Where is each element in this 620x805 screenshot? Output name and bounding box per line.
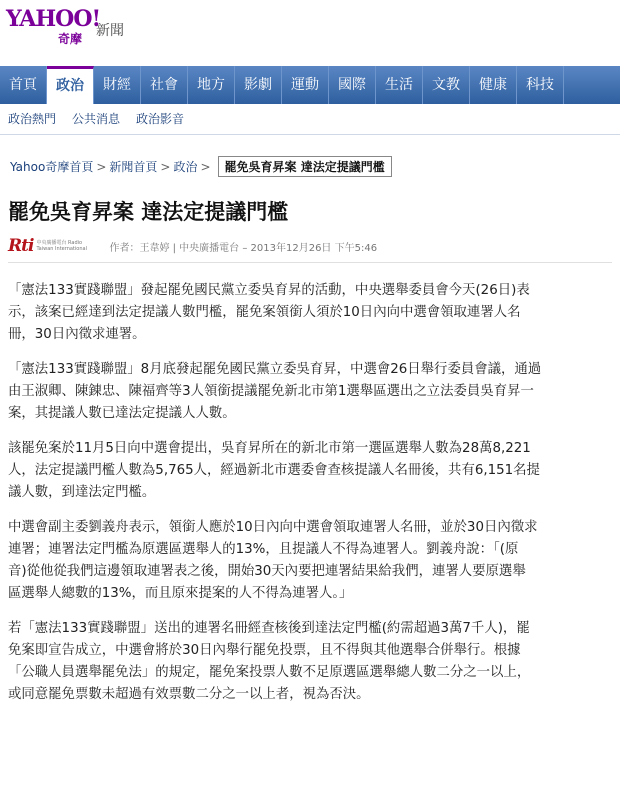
divider xyxy=(8,262,612,263)
breadcrumb-separator: > xyxy=(160,159,171,174)
nav-item-local[interactable]: 地方 xyxy=(188,66,235,104)
rti-logo xyxy=(8,236,96,256)
nav-item-international[interactable]: 國際 xyxy=(329,66,376,104)
nav-item-sports[interactable]: 運動 xyxy=(282,66,329,104)
article-paragraph: 該罷免案於11月5日向中選會提出，吳育昇所在的新北市第一選區選舉人數為28萬8,221 人，法定提議門檻人數為5,765人，經過新北市選委會查核提議人名冊後，共有6,151名提 議人數，到達法定門檻。 xyxy=(8,441,540,500)
nav-item-entertainment[interactable]: 影劇 xyxy=(235,66,282,104)
nav-item-home[interactable]: 首頁 xyxy=(0,66,47,104)
article-paragraph: 若「憲法133實踐聯盟」送出的連署名冊經查核後到達法定門檻(約需超過3萬7千人)，罷 免案即宣告成立，中選會將於30日內舉行罷免投票，且不得與其他選舉合併舉行。根據 「公職人員選舉罷免法」的規定，罷免案投票人數不足原選區選舉總人數二分之一以上， 或同意罷免票數未超過有效票數二分之一以上者，視為否決。 xyxy=(8,621,531,702)
subnav-item-public[interactable]: 公共消息 xyxy=(72,112,121,126)
source-row xyxy=(8,236,377,256)
yahoo-logo[interactable] xyxy=(6,6,101,46)
breadcrumb-separator: > xyxy=(200,159,211,174)
subnav-item-hot[interactable]: 政治熱門 xyxy=(8,112,57,126)
nav-item-culture[interactable]: 文教 xyxy=(423,66,470,104)
article-title: 罷免吳育昇案 達法定提議門檻 xyxy=(8,200,289,224)
breadcrumb-politics[interactable]: 政治 xyxy=(173,160,198,174)
rti-logo-text: 中央廣播電台 Radio Taiwan International xyxy=(36,240,87,252)
breadcrumb-current: 罷免吳育昇案 達法定提議門檻 xyxy=(218,156,392,177)
nav-item-politics[interactable]: 政治 xyxy=(47,66,94,104)
article-paragraph: 中選會副主委劉義舟表示，領銜人應於10日內向中選會領取連署人名冊，並於30日內徵求 連署；連署法定門檻為原選區選舉人的13%，且提議人不得為連署人。劉義舟說：「(原 音)從他從我們這邊領取連署表之後，開始30天內要把連署結果給我們，連署人要原選舉 區選舉人總數的13%，而且原來提案的人不得為連署人。」 xyxy=(8,520,538,601)
main-nav xyxy=(0,66,620,104)
article-body xyxy=(8,280,608,719)
nav-item-health[interactable]: 健康 xyxy=(470,66,517,104)
logo-sub: 奇摩 xyxy=(58,32,83,46)
logo-main: YAHOO! xyxy=(6,6,101,32)
breadcrumb-separator: > xyxy=(96,159,107,174)
article-paragraph: 「憲法133實踐聯盟」發起罷免國民黨立委吳育昇的活動，中央選舉委員會今天(26日)表 示，該案已經達到法定提議人數門檻，罷免案領銜人須於10日內向中選會領取連署人名 冊，30日內徵求連署。 xyxy=(8,283,530,342)
section-title[interactable]: 新聞 xyxy=(96,23,124,39)
sub-nav xyxy=(0,104,620,135)
nav-item-society[interactable]: 社會 xyxy=(141,66,188,104)
breadcrumb-news-home[interactable]: 新聞首頁 xyxy=(109,160,158,174)
article-paragraph: 「憲法133實踐聯盟」8月底發起罷免國民黨立委吳育昇，中選會26日舉行委員會議，通過 由王淑卿、陳錬忠、陳福齊等3人領銜提議罷免新北市第1選舉區選出之立法委員吳育昇一 案，其提議人數已達法定提議人人數。 xyxy=(8,362,542,421)
nav-item-finance[interactable]: 財經 xyxy=(94,66,141,104)
breadcrumb xyxy=(10,156,392,177)
nav-item-life[interactable]: 生活 xyxy=(376,66,423,104)
rti-logo-mark: Rti xyxy=(8,236,34,256)
article-byline: 作者：王韋婷 | 中央廣播電台 – 2013年12月26日 下午5:46 xyxy=(109,242,378,254)
subnav-item-video[interactable]: 政治影音 xyxy=(136,112,185,126)
site-header xyxy=(0,0,620,66)
nav-item-tech[interactable]: 科技 xyxy=(517,66,564,104)
breadcrumb-yahoo-home[interactable]: Yahoo奇摩首頁 xyxy=(10,160,94,174)
